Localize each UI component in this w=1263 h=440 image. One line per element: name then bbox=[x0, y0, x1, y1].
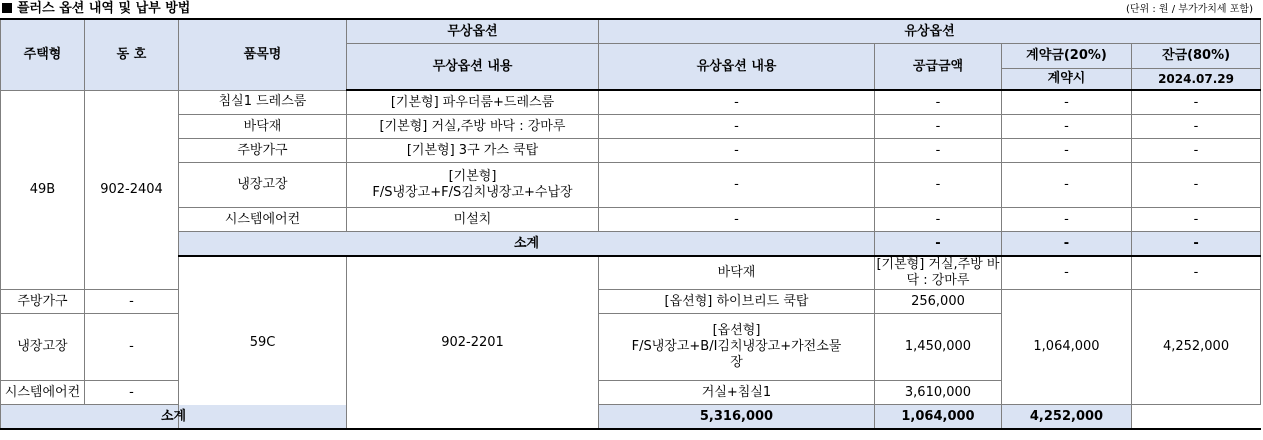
header-item-name: 품목명 bbox=[179, 19, 347, 90]
paid-content-cell: - bbox=[599, 208, 875, 232]
table-row bbox=[1, 163, 1261, 208]
balance-cell: - bbox=[1132, 163, 1261, 208]
header-unit-type: 주택형 bbox=[1, 19, 85, 90]
section-title-text: 플러스 옵션 내역 및 납부 방법 bbox=[17, 1, 191, 16]
amount-cell: 3,610,000 bbox=[875, 381, 1002, 405]
item-cell: 바닥재 bbox=[599, 256, 875, 290]
paid-content-line: F/S냉장고+B/I김치냉장고+가전소물 bbox=[631, 339, 842, 354]
deposit-cell: - bbox=[1002, 163, 1132, 208]
subtotal-label: 소계 bbox=[179, 232, 875, 257]
unit-type-cell: 49B bbox=[1, 90, 85, 290]
plus-option-table bbox=[0, 18, 1261, 430]
free-content-cell: [기본형] 거실,주방 바닥 : 강마루 bbox=[876, 257, 1000, 288]
amount-cell: - bbox=[1132, 256, 1261, 290]
deposit-cell: - bbox=[1002, 139, 1132, 163]
subtotal-balance: 4,252,000 bbox=[1002, 405, 1132, 430]
unit-type-cell: 59C bbox=[179, 256, 347, 429]
unit-note: (단위 : 원 / 부가가치세 포함) bbox=[1125, 4, 1253, 15]
balance-cell: - bbox=[1132, 139, 1261, 163]
paid-content-cell: - bbox=[599, 139, 875, 163]
header-supply-amount: 공급금액 bbox=[875, 44, 1002, 91]
free-content-cell: [기본형] 파우더룸+드레스룸 bbox=[347, 90, 599, 115]
deposit-cell: - bbox=[1002, 115, 1132, 139]
item-cell: 침실1 드레스룸 bbox=[179, 90, 347, 115]
paid-content-line: [옵션형] bbox=[712, 323, 761, 338]
paid-content-line: 장 bbox=[730, 355, 743, 370]
balance-cell: - bbox=[1132, 90, 1261, 115]
subtotal-amount: - bbox=[875, 232, 1002, 257]
subtotal-amount: 5,316,000 bbox=[599, 405, 875, 430]
subtotal-balance: - bbox=[1132, 232, 1261, 257]
subtotal-row bbox=[1, 405, 1261, 430]
free-content-cell: [기본형] 3구 가스 쿡탑 bbox=[347, 139, 599, 163]
table-row bbox=[1, 90, 1261, 115]
item-cell: 주방가구 bbox=[179, 139, 347, 163]
deposit-cell: - bbox=[1002, 208, 1132, 232]
table-row bbox=[1, 115, 1261, 139]
amount-cell: - bbox=[875, 139, 1002, 163]
section-title bbox=[2, 0, 190, 18]
paid-content-cell: - bbox=[599, 115, 875, 139]
paid-content-cell: - bbox=[599, 90, 875, 115]
amount-cell: - bbox=[875, 115, 1002, 139]
amount-cell: - bbox=[875, 90, 1002, 115]
subtotal-deposit: - bbox=[1002, 232, 1132, 257]
free-content-cell: 미설치 bbox=[347, 208, 599, 232]
header-deposit: 계약금(20%) bbox=[1002, 44, 1132, 69]
paid-content-cell: [옵션형] 하이브리드 쿡탑 bbox=[599, 290, 875, 314]
header-paid-content: 유상옵션 내용 bbox=[599, 44, 875, 91]
header-free-option: 무상옵션 bbox=[347, 19, 599, 44]
paid-content-cell: - bbox=[599, 163, 875, 208]
dong-ho-cell: 902-2404 bbox=[85, 90, 179, 290]
paid-content-cell bbox=[599, 314, 875, 381]
subtotal-deposit: 1,064,000 bbox=[875, 405, 1002, 430]
deposit-cell: - bbox=[1002, 90, 1132, 115]
merged-deposit-cell: 1,064,000 bbox=[1002, 290, 1132, 405]
free-content-line: F/S냉장고+F/S김치냉장고+수납장 bbox=[372, 185, 573, 200]
free-content-cell: - bbox=[85, 381, 179, 405]
free-content-cell: - bbox=[85, 290, 179, 314]
title-bar bbox=[0, 0, 1263, 18]
free-content-cell: [기본형] 거실,주방 바닥 : 강마루 bbox=[347, 115, 599, 139]
item-cell: 시스템에어컨 bbox=[1, 381, 85, 405]
square-bullet-icon bbox=[2, 3, 12, 13]
balance-cell: - bbox=[1132, 115, 1261, 139]
amount-cell: - bbox=[875, 163, 1002, 208]
amount-cell: 1,450,000 bbox=[875, 314, 1002, 381]
header-dong-ho: 동 호 bbox=[85, 19, 179, 90]
paid-content-cell: 거실+침실1 bbox=[599, 381, 875, 405]
subtotal-row bbox=[1, 232, 1261, 257]
item-cell: 주방가구 bbox=[1, 290, 85, 314]
free-content-cell: - bbox=[85, 314, 179, 381]
item-cell: 냉장고장 bbox=[179, 163, 347, 208]
amount-cell: - bbox=[875, 208, 1002, 232]
amount-cell: 256,000 bbox=[875, 290, 1002, 314]
table-row bbox=[1, 256, 1261, 290]
header-balance: 잔금(80%) bbox=[1132, 44, 1261, 69]
table-row bbox=[1, 139, 1261, 163]
header-deposit-when: 계약시 bbox=[1002, 69, 1132, 91]
free-content-line: [기본형] bbox=[448, 169, 497, 184]
dong-ho-cell: 902-2201 bbox=[347, 256, 599, 429]
merged-balance-cell: 4,252,000 bbox=[1132, 290, 1261, 405]
item-cell: 바닥재 bbox=[179, 115, 347, 139]
header-balance-date: 2024.07.29 bbox=[1132, 69, 1261, 91]
header-free-content: 무상옵션 내용 bbox=[347, 44, 599, 91]
table-row bbox=[1, 208, 1261, 232]
item-cell: 냉장고장 bbox=[1, 314, 85, 381]
subtotal-label: 소계 bbox=[1, 405, 347, 430]
paid-content-cell: - bbox=[1002, 256, 1132, 290]
header-paid-option: 유상옵션 bbox=[599, 19, 1261, 44]
balance-cell: - bbox=[1132, 208, 1261, 232]
free-content-cell bbox=[347, 163, 599, 208]
item-cell: 시스템에어컨 bbox=[179, 208, 347, 232]
